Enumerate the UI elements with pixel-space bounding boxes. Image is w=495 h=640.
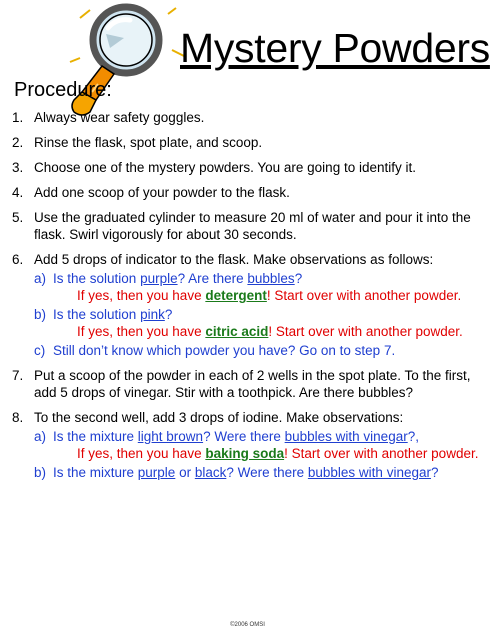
substep-question: Is the solution pink? (53, 307, 173, 322)
answer-baking-soda: baking soda (205, 446, 285, 461)
answer-citric-acid: citric acid (205, 324, 269, 339)
step-number: 2. (12, 135, 24, 150)
step-text: Add one scoop of your powder to the flask. (34, 185, 290, 200)
substep-question: Is the mixture purple or black? Were there bubbles with vinegar? (53, 465, 439, 480)
step-number: 7. (12, 368, 24, 383)
substep-question: Still don’t know which powder you have? Go on to step 7. (53, 343, 396, 358)
substep-letter: b) (34, 465, 47, 480)
page-title: Mystery Powders (180, 25, 490, 71)
step-8 (12, 409, 482, 481)
step-text: Add 5 drops of indicator to the flask. Make observations as follows: (34, 252, 434, 267)
procedure-list (12, 109, 482, 489)
step-6 (12, 251, 482, 359)
substep-result: If yes, then you have citric acid! Start over with another powder. (77, 324, 463, 339)
copyright-footer: ©2006 OMSI (230, 622, 265, 628)
step-text: Put a scoop of the powder in each of 2 wells in the spot plate. To the first, add 5 drops of vinegar. Stir with a toothpick. Are there bubbles? (34, 368, 471, 400)
step-number: 1. (12, 110, 24, 125)
step-number: 6. (12, 252, 24, 267)
step-text: To the second well, add 3 drops of iodine. Make observations: (34, 410, 404, 425)
substep-8a (34, 428, 482, 462)
step-4 (12, 184, 482, 201)
substep-6c (34, 342, 482, 359)
step-number: 8. (12, 410, 24, 425)
step-2 (12, 134, 482, 151)
substep-question: Is the solution purple? Are there bubbles? (53, 271, 303, 286)
step-number: 5. (12, 210, 24, 225)
substep-8b (34, 464, 482, 481)
step-text: Rinse the flask, spot plate, and scoop. (34, 135, 263, 150)
step-text: Choose one of the mystery powders. You are going to identify it. (34, 160, 416, 175)
substep-6b (34, 306, 482, 340)
step-5 (12, 209, 482, 243)
substep-letter: a) (34, 429, 47, 444)
substep-letter: b) (34, 307, 47, 322)
substep-letter: c) (34, 343, 46, 358)
substep-result: If yes, then you have detergent! Start over with another powder. (77, 288, 462, 303)
substep-6a (34, 270, 482, 304)
magnifying-glass-icon (60, 0, 200, 122)
procedure-heading: Procedure: (14, 79, 112, 101)
step-1 (12, 109, 482, 126)
step-7 (12, 367, 482, 401)
substep-letter: a) (34, 271, 47, 286)
answer-detergent: detergent (205, 288, 267, 303)
substep-result: If yes, then you have baking soda! Start over with another powder. (77, 446, 479, 461)
step-text: Always wear safety goggles. (34, 110, 205, 125)
step-text: Use the graduated cylinder to measure 20 ml of water and pour it into the flask. Swirl vigorously for about 30 seconds. (34, 210, 471, 242)
substep-question: Is the mixture light brown? Were there bubbles with vinegar?, (53, 429, 419, 444)
step-3 (12, 159, 482, 176)
step-number: 3. (12, 160, 24, 175)
step-number: 4. (12, 185, 24, 200)
